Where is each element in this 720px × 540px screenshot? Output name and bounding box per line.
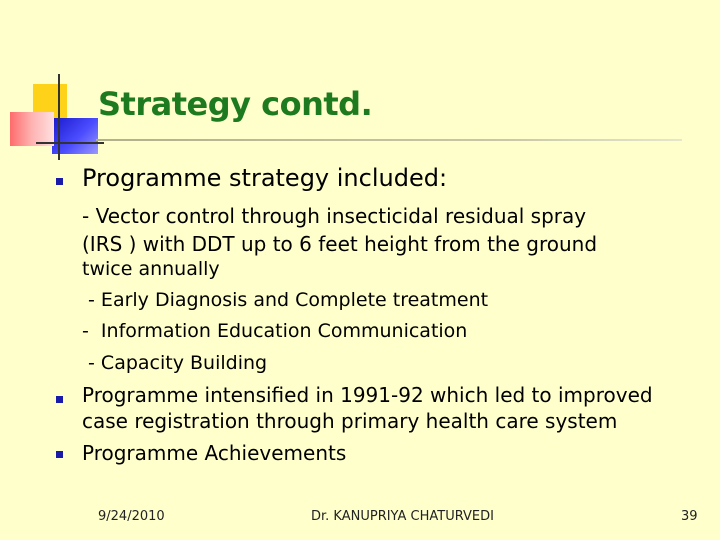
bullet-3-text: Programme Achievements xyxy=(82,441,347,465)
red-square xyxy=(10,112,54,146)
vertical-line xyxy=(58,74,60,160)
decorative-squares-logo xyxy=(0,0,110,170)
footer-page-number: 39 xyxy=(681,509,698,524)
footer-author: Dr. KANUPRIYA CHATURVEDI xyxy=(311,509,494,524)
subpoint-line: (IRS ) with DDT up to 6 feet height from the ground xyxy=(82,232,598,256)
subpoint-line: - Capacity Building xyxy=(82,352,268,374)
bullet-marker xyxy=(56,451,63,458)
bullet-marker xyxy=(56,178,63,185)
bullet-2-line-1: Programme intensified in 1991-92 which led to improved xyxy=(82,383,653,407)
bullet-2-line-2: case registration through primary health care system xyxy=(82,409,618,433)
horizontal-line xyxy=(36,142,104,144)
subpoint-line: - Information Education Communication xyxy=(82,320,468,342)
slide-title: Strategy contd. xyxy=(98,85,373,123)
bullet-1-text: Programme strategy included: xyxy=(82,164,448,192)
bullet-marker xyxy=(56,396,63,403)
subpoint-line: twice annually xyxy=(82,258,220,280)
subpoint-line: - Early Diagnosis and Complete treatment xyxy=(82,289,489,311)
footer-date: 9/24/2010 xyxy=(98,509,165,524)
title-underline xyxy=(96,139,682,141)
subpoint-line: - Vector control through insecticidal residual spray xyxy=(82,204,587,228)
